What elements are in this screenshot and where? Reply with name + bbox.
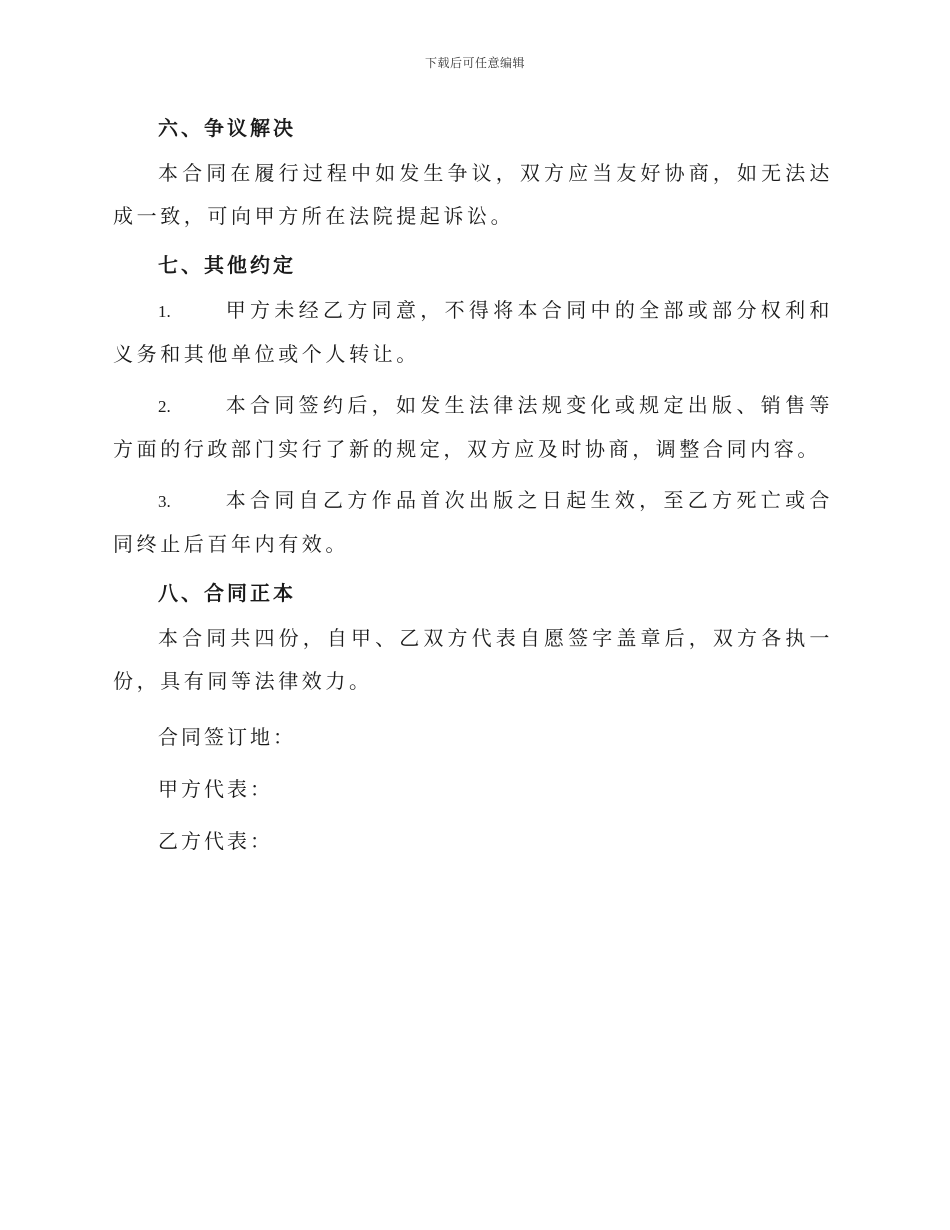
signing-place-label: 合同签订地：: [158, 725, 296, 749]
section-8-title: 八、合同正本: [158, 581, 296, 605]
item-number: 2.: [158, 397, 171, 416]
item-number: 1.: [158, 302, 171, 321]
section-6-title: 六、争议解决: [158, 116, 296, 140]
section-6-body: 本合同在履行过程中如发生争议，双方应当友好协商，如无法达成一致，可向甲方所在法院提起诉讼。: [113, 161, 833, 228]
party-a-representative-label: 甲方代表：: [158, 777, 273, 801]
section-7-title: 七、其他约定: [158, 253, 296, 277]
item-number: 3.: [158, 492, 171, 511]
section-7-item-2: [113, 384, 833, 471]
party-b-representative-label: 乙方代表：: [158, 829, 273, 853]
item-text: 本合同签约后，如发生法律法规变化或规定出版、销售等方面的行政部门实行了新的规定，双方应及时协商，调整合同内容。: [113, 393, 833, 461]
document-body: [113, 110, 833, 859]
item-text: 甲方未经乙方同意，不得将本合同中的全部或部分权利和义务和其他单位或个人转让。: [113, 298, 833, 366]
section-7-item-1: [113, 289, 833, 376]
page-header-note: 下载后可任意编辑: [424, 56, 525, 70]
section-7-item-3: [113, 479, 833, 566]
item-text: 本合同自乙方作品首次出版之日起生效，至乙方死亡或合同终止后百年内有效。: [113, 488, 833, 556]
section-8-body: 本合同共四份，自甲、乙双方代表自愿签字盖章后，双方各执一份，具有同等法律效力。: [113, 626, 833, 693]
